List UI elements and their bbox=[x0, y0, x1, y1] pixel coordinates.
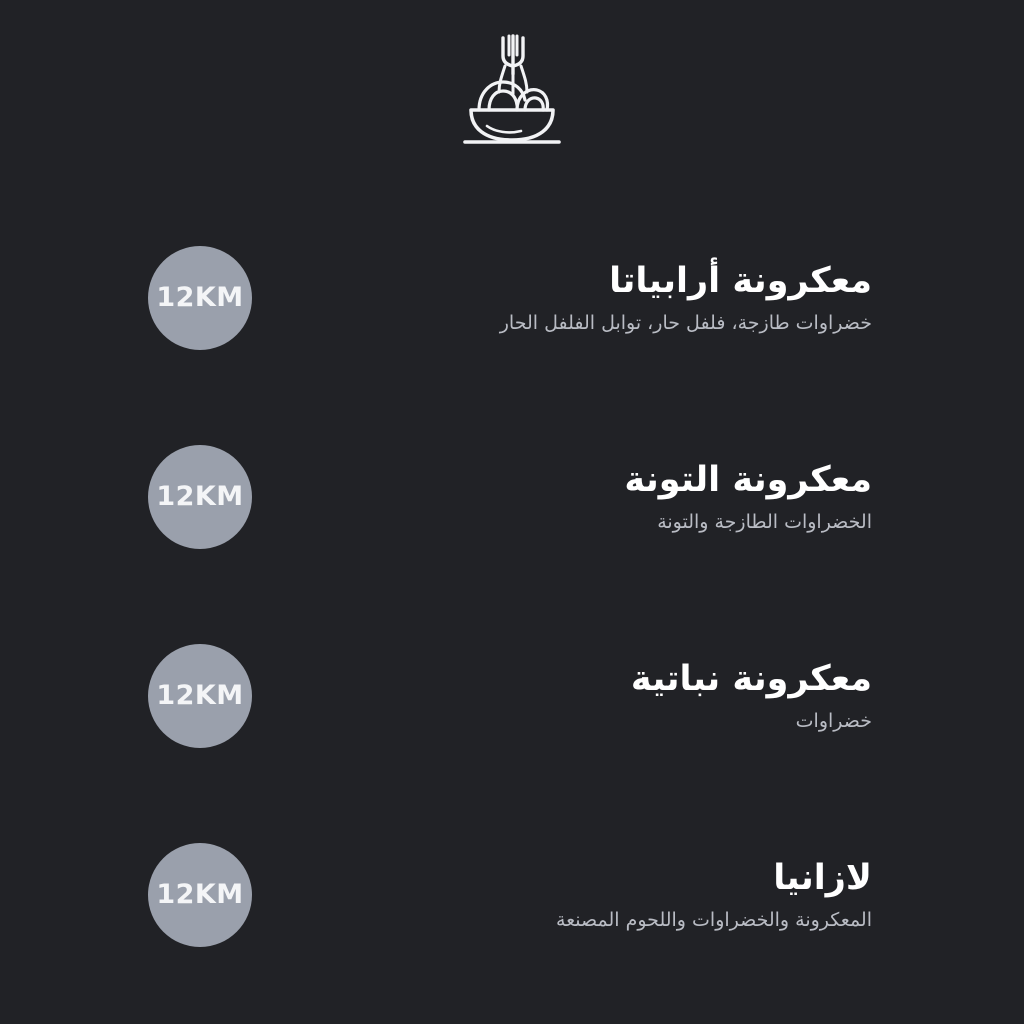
list-item[interactable] bbox=[0, 397, 1024, 596]
distance-badge bbox=[148, 644, 252, 748]
menu-item-text bbox=[556, 856, 872, 932]
distance-badge bbox=[148, 843, 252, 947]
distance-badge-label: 12KM bbox=[156, 879, 244, 910]
menu-item-title: معكرونة التونة bbox=[624, 459, 872, 500]
pasta-bowl-with-fork-icon bbox=[447, 22, 577, 152]
menu-item-description: الخضراوات الطازجة والتونة bbox=[657, 511, 872, 534]
menu-item-description: خضراوات bbox=[795, 710, 872, 733]
distance-badge-label: 12KM bbox=[156, 282, 244, 313]
distance-badge-label: 12KM bbox=[156, 481, 244, 512]
menu-item-text bbox=[631, 657, 872, 733]
menu-item-title: لازانيا bbox=[773, 857, 872, 898]
menu-item-description: المعكرونة والخضراوات واللحوم المصنعة bbox=[555, 909, 872, 932]
menu-item-description: خضراوات طازجة، فلفل حار، توابل الفلفل الحار bbox=[499, 312, 872, 335]
distance-badge bbox=[148, 445, 252, 549]
header-icon-wrap bbox=[0, 22, 1024, 152]
list-item[interactable] bbox=[0, 596, 1024, 795]
list-item[interactable] bbox=[0, 198, 1024, 397]
menu-item-title: معكرونة أرابياتا bbox=[609, 260, 872, 301]
menu-item-text bbox=[500, 259, 872, 335]
distance-badge bbox=[148, 246, 252, 350]
distance-badge-label: 12KM bbox=[156, 680, 244, 711]
menu-items-list bbox=[0, 198, 1024, 994]
menu-item-title: معكرونة نباتية bbox=[630, 658, 872, 699]
menu-item-text bbox=[624, 458, 872, 534]
list-item[interactable] bbox=[0, 795, 1024, 994]
